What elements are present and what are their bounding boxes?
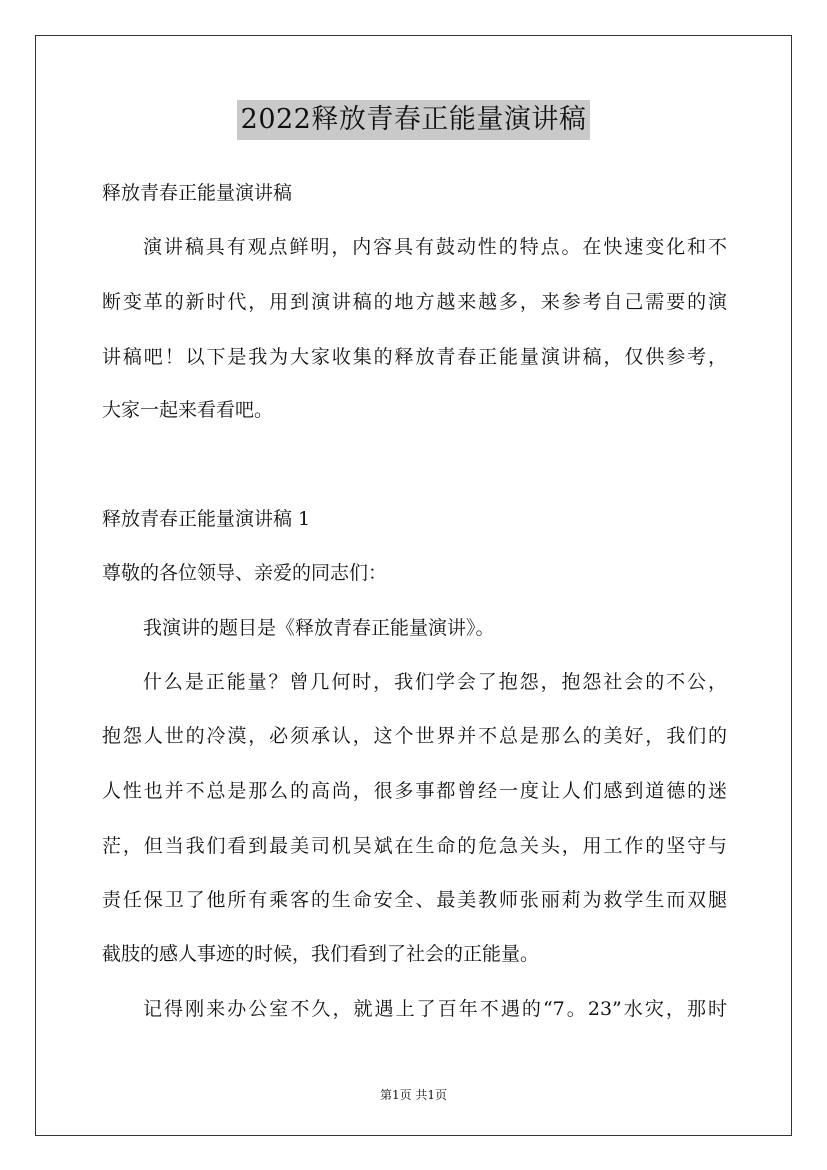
- paragraph-line: 什么是正能量？曾几何时，我们学会了抱怨，抱怨社会的不公，: [143, 671, 727, 693]
- paragraph-line: 责任保卫了他所有乘客的生命安全、最美教师张丽莉为救学生而双腿: [102, 889, 727, 911]
- paragraph-line: 人性也并不总是那么的高尚，很多事都曾经一度让人们感到道德的迷: [102, 780, 727, 802]
- paragraph-line: 抱怨人世的冷漠，必须承认，这个世界并不总是那么的美好，我们的: [102, 725, 727, 747]
- paragraph-line: 讲稿吧！以下是我为大家收集的释放青春正能量演讲稿，仅供参考，: [102, 346, 727, 368]
- paragraph-line: 我演讲的题目是《释放青春正能量演讲》。: [143, 617, 495, 639]
- subtitle-line: 释放青春正能量演讲稿: [102, 182, 293, 204]
- title-container: [0, 100, 827, 140]
- paragraph-line: 记得刚来办公室不久，就遇上了百年不遇的“7。23”水灾，那时: [143, 998, 727, 1020]
- document-title: 2022释放青春正能量演讲稿: [237, 100, 591, 140]
- section-heading: 释放青春正能量演讲稿 1: [102, 508, 311, 530]
- paragraph-line: 茫，但当我们看到最美司机吴斌在生命的危急关头，用工作的坚守与: [102, 835, 727, 857]
- paragraph-line: 截肢的感人事迹的时候，我们看到了社会的正能量。: [102, 943, 540, 965]
- paragraph-line: 大家一起来看看吧。: [102, 399, 274, 421]
- paragraph-line: 演讲稿具有观点鲜明，内容具有鼓动性的特点。在快速变化和不: [143, 236, 727, 258]
- paragraph-line: 断变革的新时代，用到演讲稿的地方越来越多，来参考自己需要的演: [102, 291, 727, 313]
- salutation-line: 尊敬的各位领导、亲爱的同志们：: [102, 562, 388, 584]
- page-footer: 第1页 共1页: [379, 1088, 448, 1102]
